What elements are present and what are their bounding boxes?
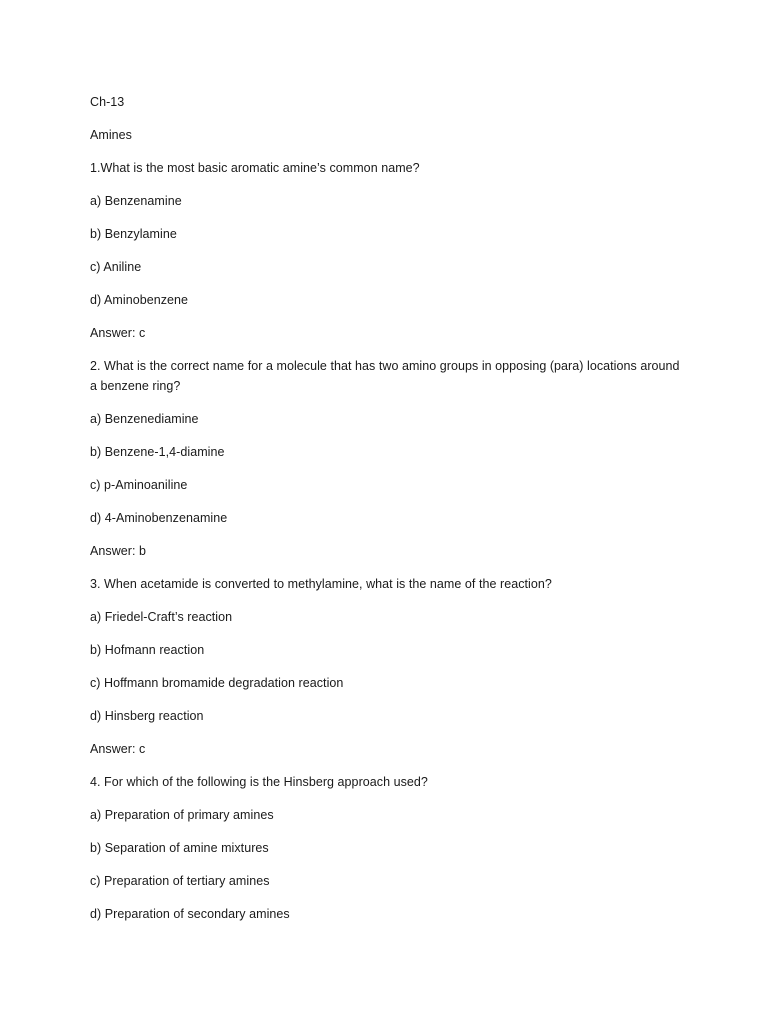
question-text: 4. For which of the following is the Hinsberg approach used?	[90, 775, 428, 789]
option-b: b) Benzene-1,4-diamine	[90, 445, 225, 459]
question-2	[90, 356, 690, 561]
question-1	[90, 158, 690, 343]
page-heading: Amines	[90, 128, 132, 142]
question-text: 3. When acetamide is converted to methylamine, what is the name of the reaction?	[90, 577, 552, 591]
option-d: d) Hinsberg reaction	[90, 709, 204, 723]
option-b: b) Hofmann reaction	[90, 643, 205, 657]
option-a: a) Benzenamine	[90, 194, 182, 208]
option-a: a) Benzenediamine	[90, 412, 199, 426]
option-a: a) Friedel-Craft’s reaction	[90, 610, 233, 624]
document-page	[90, 92, 690, 937]
question-text: 1.What is the most basic aromatic amine’s common name?	[90, 161, 420, 175]
option-b: b) Benzylamine	[90, 227, 177, 241]
option-a: a) Preparation of primary amines	[90, 808, 274, 822]
answer-text: Answer: c	[90, 742, 146, 756]
option-c: c) p-Aminoaniline	[90, 478, 188, 492]
question-3	[90, 574, 690, 759]
answer-text: Answer: b	[90, 544, 147, 558]
question-4	[90, 772, 690, 924]
option-d: d) Preparation of secondary amines	[90, 907, 290, 921]
option-d: d) 4-Aminobenzenamine	[90, 511, 228, 525]
chapter-label: Ch-13	[90, 95, 125, 109]
question-text: 2. What is the correct name for a molecule that has two amino groups in opposing (para) locations around a benzene ring?	[90, 359, 680, 393]
option-d: d) Aminobenzene	[90, 293, 189, 307]
option-c: c) Preparation of tertiary amines	[90, 874, 270, 888]
answer-text: Answer: c	[90, 326, 146, 340]
option-c: c) Hoffmann bromamide degradation reaction	[90, 676, 344, 690]
option-c: c) Aniline	[90, 260, 142, 274]
option-b: b) Separation of amine mixtures	[90, 841, 269, 855]
